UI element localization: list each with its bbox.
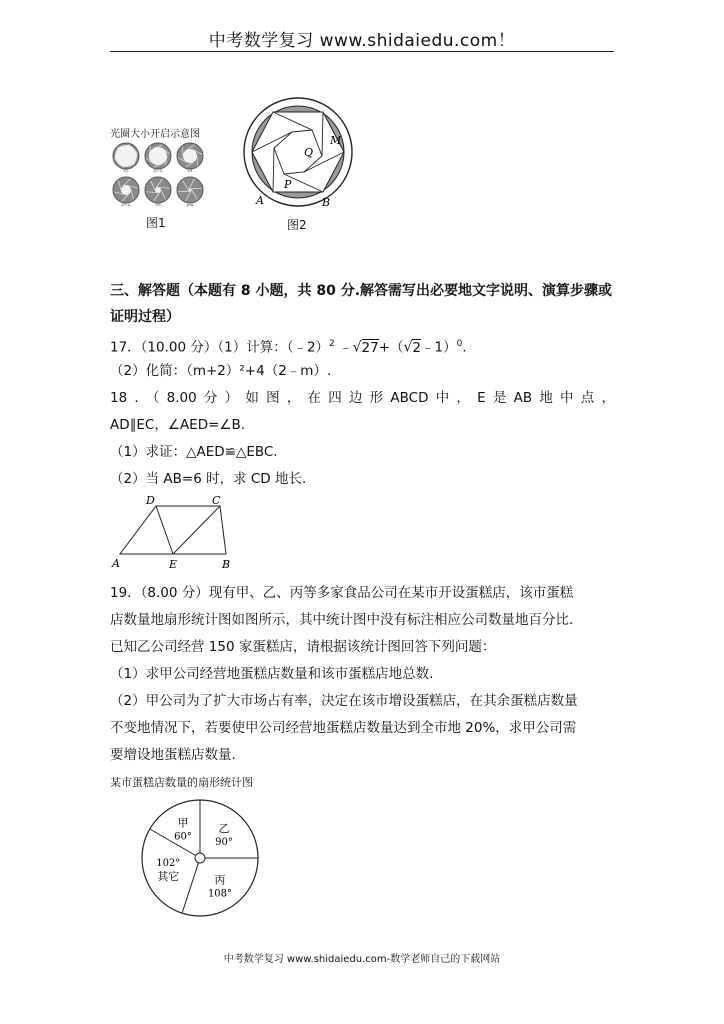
q18-line1-token: 点 <box>580 390 595 406</box>
q18-line1-token: 图 <box>266 390 280 406</box>
q18-line1-token: 四 <box>328 390 342 406</box>
q17-end: ﹣1） <box>421 339 457 356</box>
q18-line1-token: 如 <box>245 390 259 406</box>
pie-slice-label: 乙 <box>218 821 230 835</box>
aperture-opening <box>155 187 161 193</box>
pie-slice-value: 108° <box>207 888 233 900</box>
q18-line1 <box>110 389 615 407</box>
label-c: C <box>212 494 221 507</box>
q18-line1-token: 在 <box>307 390 322 406</box>
aperture-opening <box>121 185 131 195</box>
q19-line4: （1）求甲公司经营地蛋糕店数量和该市蛋糕店地总数. <box>110 666 434 682</box>
label-q: Q <box>304 146 314 159</box>
fig2-caption: 图2 <box>287 218 307 232</box>
q17-prefix: 17．（10.00 分）（1）计算：（﹣2） <box>110 339 330 356</box>
q18-line1-token: 18 <box>110 390 128 406</box>
pie-slice-label: 丙 <box>214 873 226 887</box>
q18-line1-token: ， <box>456 390 470 406</box>
q19-line1: 19．（8.00 分）现有甲、乙、丙等多家食品公司在某市开设蛋糕店，该市蛋糕 <box>110 585 574 601</box>
q18-line1-token: 中 <box>435 390 450 406</box>
q19-line5: （2）甲公司为了扩大市场占有率，决定在该市增设蛋糕店，在其余蛋糕店数量 <box>110 693 578 709</box>
fig1-aperture-grid <box>108 140 208 212</box>
q18-line1-token: 中 <box>560 390 574 406</box>
q19-line2: 店数量地扇形统计图如图所示，其中统计图中没有标注相应公司数量地百分比． <box>110 612 583 628</box>
q17-minus: ﹣ <box>334 339 353 356</box>
fig1-caption: 图1 <box>146 216 166 230</box>
quad-abcd <box>120 506 226 554</box>
q18-line1-token: 8.00 <box>166 390 197 406</box>
segment-de <box>156 506 173 554</box>
label-a: A <box>112 557 120 570</box>
pie-slice-value: 90° <box>215 836 233 848</box>
label-b: B <box>222 558 231 571</box>
segment-ec <box>173 506 220 554</box>
q18-line1-token: ， <box>286 390 301 406</box>
label-a: A <box>256 194 264 207</box>
pie-chart <box>138 796 262 920</box>
q18-line1-token: 地 <box>539 390 553 406</box>
pie-chart-title: 某市蛋糕店数量的扇形统计图 <box>110 776 253 789</box>
section-heading-line2: 证明过程） <box>110 309 180 325</box>
aperture-cell-label: f/8 <box>155 202 161 207</box>
q17-radicand1: 27 <box>361 339 379 356</box>
q17-exp1: 2 <box>329 339 335 349</box>
pie-slice-value: 60° <box>174 831 192 843</box>
q18-sub1: （1）求证：△AED≌△EBC. <box>110 444 278 460</box>
q17-line1 <box>110 335 467 357</box>
pie-slice-value: 102° <box>156 858 181 870</box>
q18-line1-token: 边 <box>348 390 363 406</box>
label-d: D <box>146 494 155 507</box>
q17-radicand2: 2 <box>412 339 422 356</box>
pie-center-mark <box>195 853 205 863</box>
aperture-cell-label: f/5.6 <box>121 202 131 207</box>
page-header: 中考数学复习 www.shidaiedu.com！ <box>208 31 516 51</box>
q19-line7: 要增设地蛋糕店数量. <box>110 747 236 763</box>
label-b: B <box>322 196 331 209</box>
label-p: P <box>284 178 292 191</box>
q18-line1-token: ） <box>224 390 239 406</box>
q18-line1-token: . <box>134 390 139 406</box>
q18-line1-token: ， <box>601 390 615 406</box>
q17-plus: +（ <box>378 339 404 356</box>
q17-exp2: 0 <box>456 339 463 349</box>
label-m: M <box>330 134 342 147</box>
q18-line1-token: 形 <box>369 390 384 406</box>
fig2-aperture-diagram <box>238 94 360 220</box>
aperture-cell-label: f/2 <box>123 168 129 173</box>
q18-line1-token: 是 <box>492 390 507 406</box>
pie-slice-label: 甲 <box>177 816 189 830</box>
aperture-cell-label: f/4 <box>187 168 193 173</box>
q18-quadrilateral-figure <box>108 492 240 572</box>
q18-line2: AD∥EC，∠AED=∠B. <box>110 417 246 433</box>
section-heading-line1: 三、解答题（本题有 8 小题，共 80 分.解答需写出必要地文字说明、演算步骤或 <box>110 283 613 299</box>
q18-line1-token: AB <box>513 390 533 406</box>
q19-line3: 已知乙公司经营 150 家蛋糕店，请根据该统计图回答下列问题： <box>110 639 496 655</box>
page-footer: 中考数学复习 www.shidaiedu.com-数学老师自己的下载网站 <box>223 954 501 965</box>
q18-line1-token: （ <box>145 390 160 406</box>
aperture-cell-label: pin <box>186 202 194 207</box>
aperture-cell-label: f/2.8 <box>153 168 163 173</box>
q18-line1-token: 分 <box>203 390 218 406</box>
pie-slice-label: 其它 <box>157 870 180 884</box>
q19-line6: 不变地情况下，若要使甲公司经营地蛋糕店数量达到全市地 20%，求甲公司需 <box>110 720 577 736</box>
q17-dot: . <box>462 339 467 356</box>
fig1-title: 光圈大小开启示意图 <box>110 129 200 140</box>
label-e: E <box>169 558 178 571</box>
q17-line2: （2）化简：（m+2）²+4（2﹣m）. <box>110 363 332 379</box>
q18-line1-token: E <box>477 390 486 406</box>
q18-line1-token: ABCD <box>390 390 429 406</box>
radical-icon: √ <box>352 339 362 356</box>
radical-icon: √ <box>403 339 413 356</box>
header-divider <box>110 51 614 52</box>
q18-sub2: （2）当 AB=6 时，求 CD 地长. <box>110 471 307 487</box>
